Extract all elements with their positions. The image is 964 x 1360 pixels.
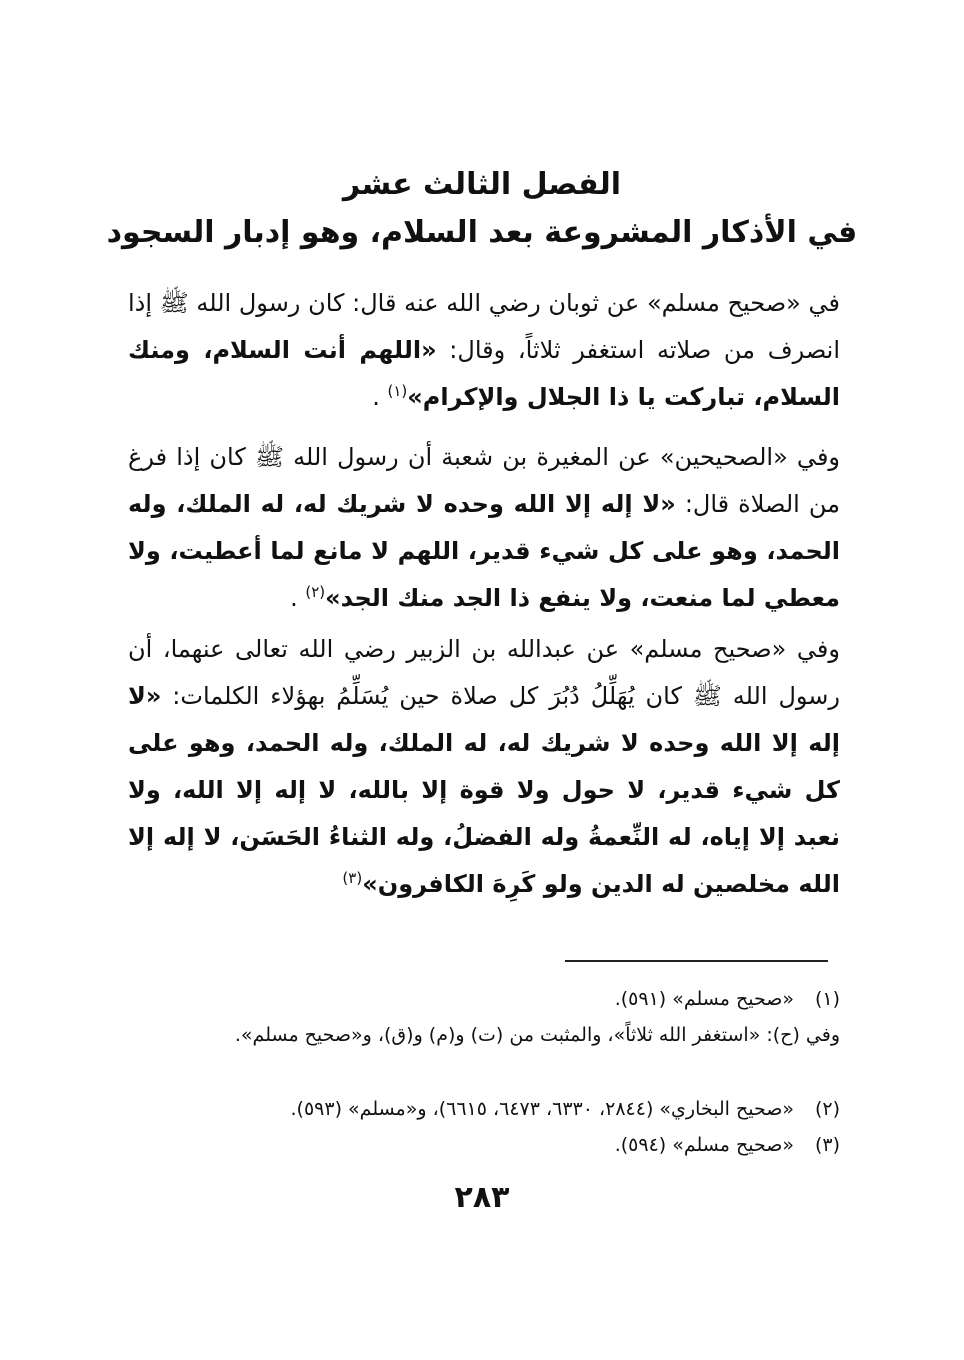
footnote-number: (٢)	[814, 1098, 840, 1120]
paragraph-intro: في «صحيح مسلم» عن ثوبان رضي الله عنه قال: كان رسول الله ﷺ إذا انصرف من صلاته استغفر ثلاثاً، وقال:	[128, 289, 840, 364]
footnote-number: (٣)	[814, 1134, 840, 1156]
paragraph-ibn-zubayr	[128, 626, 840, 908]
paragraph-intro: وفي «الصحيحين» عن المغيرة بن شعبة أن رسول الله ﷺ كان إذا فرغ من الصلاة قال:	[128, 443, 840, 518]
footnote-2	[128, 1092, 840, 1126]
footnote-3	[128, 1128, 840, 1162]
chapter-subtitle: في الأذكار المشروعة بعد السلام، وهو إدبار السجود	[106, 215, 858, 250]
footnote-ref: (١)	[387, 382, 408, 400]
dhikr-quote: «اللهم أنت السلام، ومنك السلام، تباركت يا ذا الجلال والإكرام»	[128, 336, 840, 411]
paragraph-end: .	[372, 383, 388, 411]
dhikr-quote: «لا إله إلا الله وحده لا شريك له، له الملك، وله الحمد، وهو على كل شيء قدير، اللهم لا مانع لما أعطيت، ولا معطي لما منعت، ولا ينفع ذا الجد منك الجد»	[128, 490, 840, 612]
footnote-ref: (٣)	[342, 869, 363, 887]
paragraph-end: .	[290, 584, 306, 612]
footnote-text: «صحيح مسلم» (٥٩٤).	[614, 1134, 794, 1156]
paragraph-mughira	[128, 434, 840, 622]
footnote-text: «صحيح البخاري» (٢٨٤٤، ٦٣٣٠، ٦٤٧٣، ٦٦١٥)، و«مسلم» (٥٩٣).	[290, 1098, 794, 1120]
footnote-number: (١)	[814, 988, 840, 1010]
page-number: ٢٨٣	[454, 1180, 510, 1215]
dhikr-quote: «لا إله إلا الله وحده لا شريك له، له الملك، وله الحمد، وهو على كل شيء قدير، لا حول ولا قوة إلا بالله، لا إله إلا الله، ولا نعبد إلا إياه، له النِّعمةُ وله الفضلُ، وله الثناءُ الحَسَن، لا إله إلا الله مخلصين له الدين ولو كَرِهَ الكافرون»	[128, 682, 840, 898]
footnote-text: «صحيح مسلم» (٥٩١).	[614, 988, 794, 1010]
chapter-title: الفصل الثالث عشر	[342, 167, 622, 202]
paragraph-intro: وفي «صحيح مسلم» عن عبدالله بن الزبير رضي الله تعالى عنهما، أن رسول الله ﷺ كان يُهَلِّلُ دُبُرَ كل صلاة حين يُسَلِّمُ بهؤلاء الكلمات:	[128, 635, 840, 710]
footnote-divider	[565, 960, 828, 962]
footnote-1-continuation: وفي (ح): «استغفر الله ثلاثاً»، والمثبت من (ت) و(م) و(ق)، و«صحيح مسلم».	[234, 1024, 840, 1046]
footnote-ref: (٢)	[305, 583, 326, 601]
footnote-1	[128, 982, 840, 1016]
paragraph-thawban	[128, 280, 840, 421]
